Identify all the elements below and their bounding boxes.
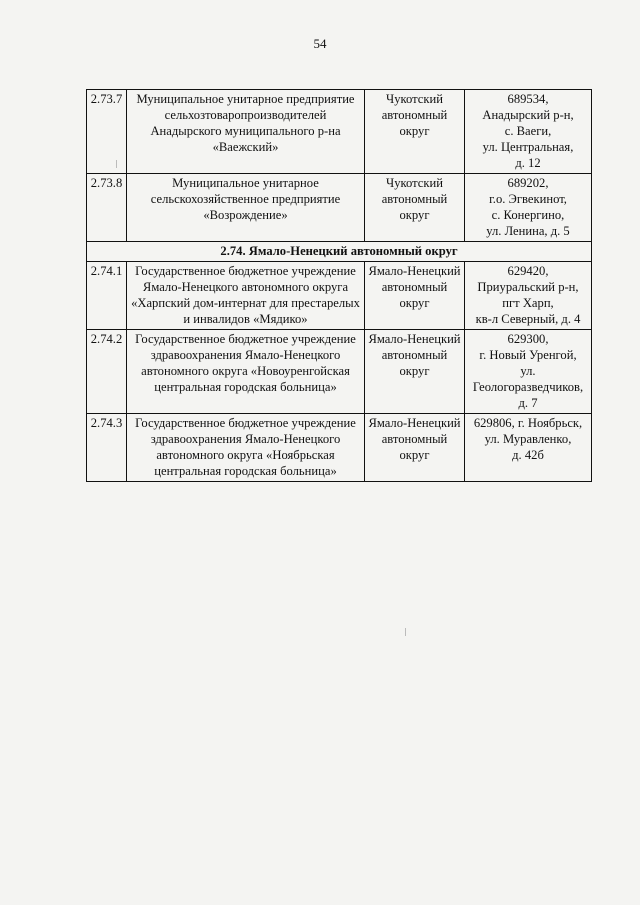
entry-name-line: Муниципальное унитарное <box>172 176 319 190</box>
entry-address-line: 629420, <box>507 264 549 278</box>
entry-region-line: Ямало-Ненецкий <box>368 264 461 278</box>
entry-number: 2.74.1 <box>87 262 127 330</box>
entry-region-line: Ямало-Ненецкий <box>368 332 461 346</box>
entry-name <box>127 330 365 414</box>
entry-name-line: «Ваежский» <box>212 140 279 154</box>
entry-name-line: центральная городская больница» <box>154 464 337 478</box>
entry-name-line: «Возрождение» <box>203 208 288 222</box>
entry-name <box>127 174 365 242</box>
entry-address-line: ул. Центральная, <box>482 140 574 154</box>
entry-name-line: Анадырского муниципального р-на <box>150 124 341 138</box>
registry-table <box>86 89 592 482</box>
entry-address-line: д. 42б <box>512 448 544 462</box>
entry-region-line: автономный <box>381 348 448 362</box>
table-row <box>87 174 592 242</box>
scan-mark <box>116 160 117 168</box>
entry-region <box>365 90 465 174</box>
entry-address-line: с. Конергино, <box>491 208 565 222</box>
entry-region-line: округ <box>399 296 430 310</box>
entry-address <box>465 90 592 174</box>
entry-name-line: автономного округа «Новоуренгойская <box>141 364 350 378</box>
entry-address-line: пгт Харп, <box>502 296 554 310</box>
scan-mark <box>405 628 406 636</box>
entry-number: 2.73.7 <box>87 90 127 174</box>
entry-address <box>465 262 592 330</box>
page-number: 54 <box>313 36 327 51</box>
entry-address <box>465 174 592 242</box>
entry-address <box>465 330 592 414</box>
entry-name <box>127 90 365 174</box>
entry-address-line: г.о. Эгвекинот, <box>489 192 567 206</box>
entry-region-line: округ <box>399 448 430 462</box>
entry-number: 2.74.2 <box>87 330 127 414</box>
entry-name-line: Государственное бюджетное учреждение <box>135 264 356 278</box>
entry-address-line: д. 12 <box>515 156 541 170</box>
entry-name-line: сельскохозяйственное предприятие <box>150 192 341 206</box>
entry-name-line: сельхозтоваропроизводителей <box>164 108 327 122</box>
entry-number: 2.73.8 <box>87 174 127 242</box>
entry-address-line: ул. <box>520 364 536 378</box>
entry-region-line: Ямало-Ненецкий <box>368 416 461 430</box>
entry-name <box>127 262 365 330</box>
entry-region <box>365 174 465 242</box>
entry-address-line: ул. Ленина, д. 5 <box>486 224 570 238</box>
entry-address-line: Приуральский р-н, <box>477 280 579 294</box>
entry-region-line: округ <box>399 124 430 138</box>
entry-region-line: автономный <box>381 280 448 294</box>
entry-address <box>465 414 592 482</box>
entry-region-line: округ <box>399 208 430 222</box>
entry-address-line: Анадырский р-н, <box>482 108 574 122</box>
section-title: 2.74. Ямало-Ненецкий автономный округ <box>87 242 592 262</box>
entry-region-line: Чукотский <box>386 176 443 190</box>
entry-region-line: Чукотский <box>386 92 443 106</box>
entry-region-line: автономный <box>381 432 448 446</box>
entry-address-line: 689534, <box>507 92 549 106</box>
entry-address-line: д. 7 <box>518 396 538 410</box>
table-row <box>87 262 592 330</box>
entry-address-line: ул. Муравленко, <box>484 432 572 446</box>
entry-name-line: Муниципальное унитарное предприятие <box>136 92 355 106</box>
entry-address-line: кв-л Северный, д. 4 <box>475 312 581 326</box>
table-row <box>87 90 592 174</box>
entry-name-line: Ямало-Ненецкого автономного округа <box>142 280 349 294</box>
entry-name-line: автономного округа «Ноябрьская <box>156 448 335 462</box>
entry-address-line: 629300, <box>507 332 549 346</box>
entry-name-line: «Харпский дом-интернат для престарелых <box>131 296 360 310</box>
entry-region-line: округ <box>399 364 430 378</box>
entry-name-line: центральная городская больница» <box>154 380 337 394</box>
entry-name-line: Государственное бюджетное учреждение <box>135 416 356 430</box>
entry-name-line: Государственное бюджетное учреждение <box>135 332 356 346</box>
entry-address-line: с. Ваеги, <box>504 124 552 138</box>
entry-name <box>127 414 365 482</box>
entry-name-line: и инвалидов «Мядико» <box>183 312 308 326</box>
entry-region <box>365 414 465 482</box>
entry-region <box>365 330 465 414</box>
entry-address-line: 689202, <box>507 176 549 190</box>
entry-region-line: автономный <box>381 192 448 206</box>
entry-address-line: Геологоразведчиков, <box>472 380 584 394</box>
entry-region-line: автономный <box>381 108 448 122</box>
table-row <box>87 414 592 482</box>
entry-address-line: 629806, г. Ноябрьск, <box>473 416 583 430</box>
entry-address-line: г. Новый Уренгой, <box>479 348 577 362</box>
entry-region <box>365 262 465 330</box>
section-row <box>87 242 592 262</box>
entry-name-line: здравоохранения Ямало-Ненецкого <box>150 432 341 446</box>
entry-number: 2.74.3 <box>87 414 127 482</box>
entry-name-line: здравоохранения Ямало-Ненецкого <box>150 348 341 362</box>
table-row <box>87 330 592 414</box>
